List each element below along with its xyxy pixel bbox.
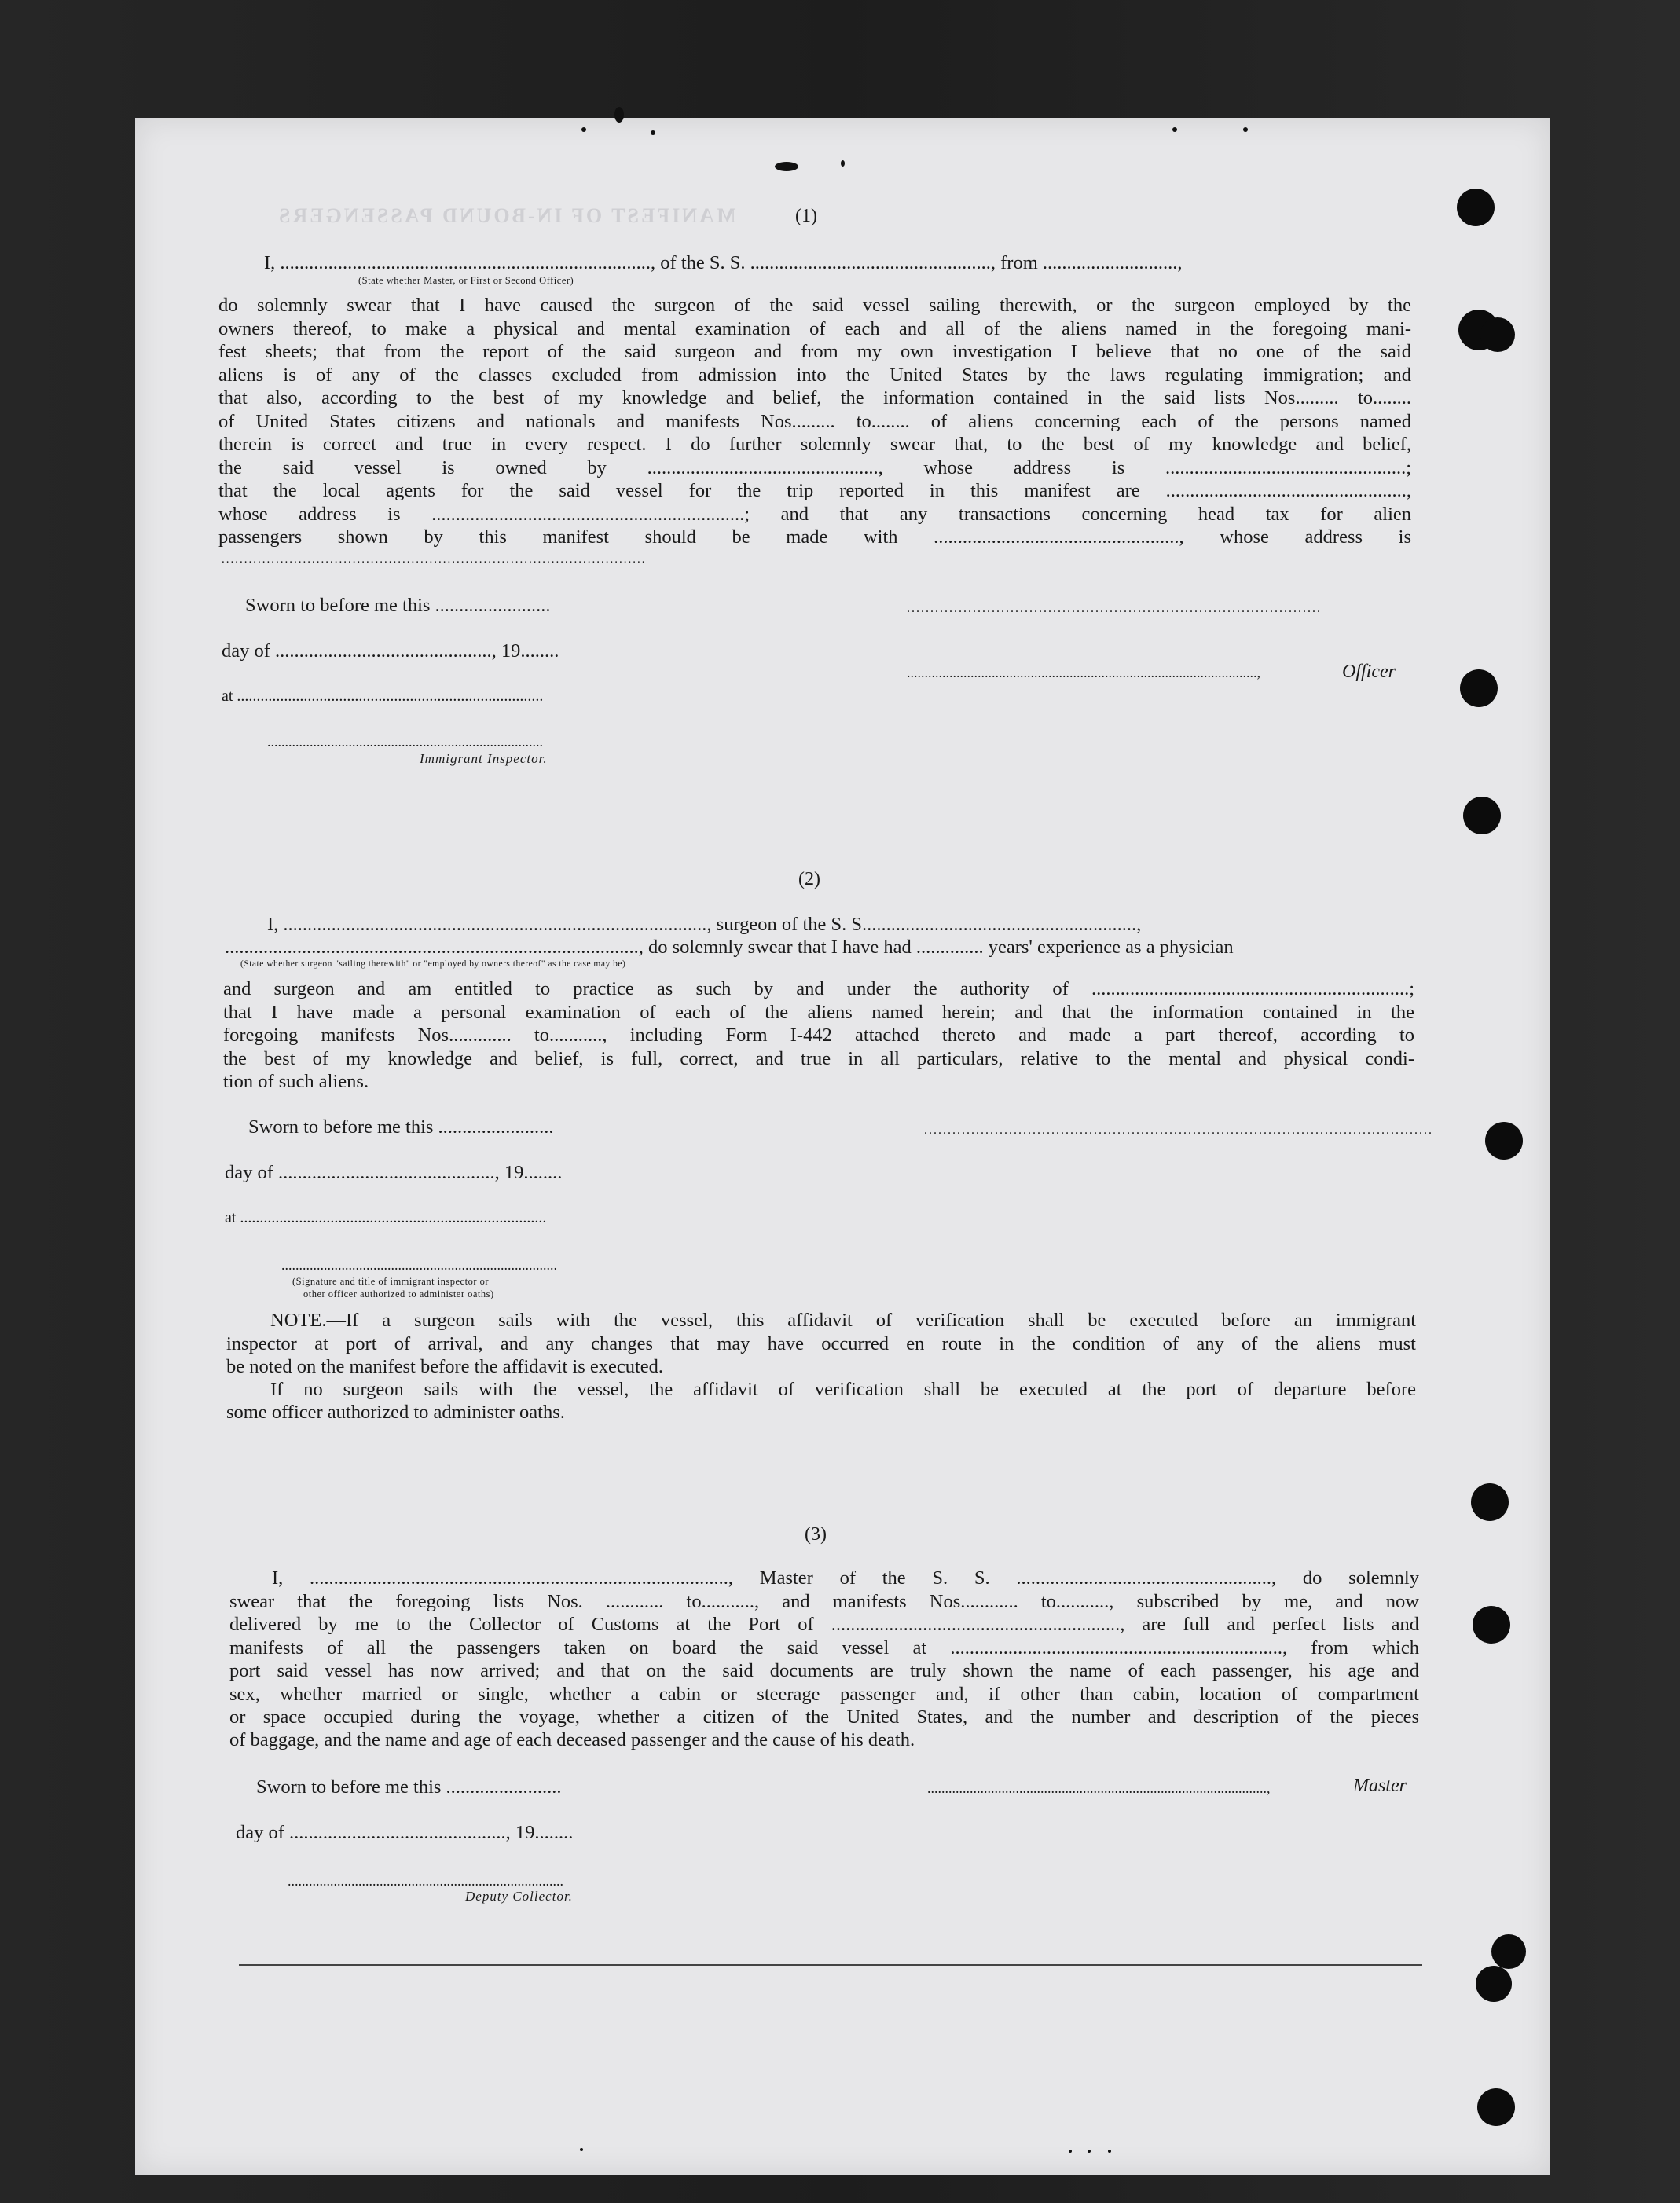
section-1-at-line: at .............................................................................. (222, 687, 544, 705)
oath-line: the best of my knowledge and belief, is full, correct, and true in all particulars, relative to the mental and physical condi- (223, 1047, 1414, 1069)
section-1-caption: (State whether Master, or First or Second Officer) (358, 275, 574, 286)
punch-hole (1457, 189, 1495, 226)
oath-line: manifests of all the passengers taken on board the said vessel at ....................................................................., from which (229, 1637, 1419, 1659)
section-2-note-2 (270, 1378, 1416, 1402)
section-1-signature-blank: ........................................................................................ (907, 602, 1322, 615)
section-2-oath-last-line: tion of such aliens. (223, 1071, 369, 1092)
section-2-oath-paragraph (223, 977, 1414, 1070)
section-2-experience-line: ......................................................................................, do solemnly swear that I have had .............. years' experience as a physician (225, 937, 1234, 958)
ink-speck (1243, 127, 1248, 132)
oath-line: therein is correct and true in every respect. I do further solemnly swear that, to the best of my knowledge and belief, (218, 434, 1411, 455)
oath-line: sex, whether married or single, whether a cabin or steerage passenger and, if other than cabin, location of compartment (229, 1683, 1419, 1705)
note-line: be noted on the manifest before the affidavit is executed. (226, 1356, 664, 1377)
section-3-collector-line: .............................................................................. (288, 1873, 563, 1889)
section-1-day-line: day of ............................................., 19........ (222, 640, 559, 662)
section-2-signature-blank: ............................................................................................................ (924, 1123, 1433, 1137)
oath-line: port said vessel has now arrived; and that on the said documents are truly shown the name of each passenger, his age and (229, 1660, 1419, 1681)
section-3-master-label: Master (1353, 1776, 1407, 1796)
section-1-sworn-line: Sworn to before me this ........................ (245, 595, 551, 616)
section-3-oath-paragraph (229, 1567, 1419, 1729)
section-1-inspector-line: .............................................................................. (267, 734, 543, 750)
section-2-caption: (State whether surgeon "sailing therewith" or "employed by owners thereof" as the case may be) (240, 959, 626, 969)
ink-speck (1172, 127, 1177, 132)
section-3-number: (3) (805, 1524, 827, 1545)
section-2-signature-line: .............................................................................. (281, 1257, 557, 1273)
ink-speck (651, 130, 655, 135)
punch-hole (1460, 669, 1498, 707)
ink-speck (775, 162, 798, 171)
ink-speck (1108, 2150, 1111, 2153)
section-1-trailing-blank: .............................................................................................. (222, 553, 647, 566)
section-1-officer-label: Officer (1342, 662, 1396, 682)
section-3-master-signature-line: ................................................................................................, (927, 1780, 1271, 1796)
oath-line: delivered by me to the Collector of Customs at the Port of ............................................................, are full and perfect lists and (229, 1614, 1419, 1635)
oath-line: owners thereof, to make a physical and mental examination of each and all of the aliens named in the foregoing mani- (218, 317, 1411, 339)
oath-line: that also, according to the best of my knowledge and belief, the information contained in the said lists Nos......... to........ (218, 387, 1411, 409)
section-3-day-line: day of ............................................., 19........ (236, 1822, 574, 1843)
oath-line: I, ......................................................................................., Master of the S. S. ....................................................., do solemnly (272, 1567, 1419, 1589)
section-2-signature-caption: other officer authorized to administer oaths) (303, 1288, 494, 1299)
note-line: If no surgeon sails with the vessel, the affidavit of verification shall be executed at the port of departure before (270, 1379, 1416, 1400)
section-2-signature-caption: (Signature and title of immigrant inspector or (292, 1276, 490, 1287)
section-3-oath-last-line: of baggage, and the name and age of each deceased passenger and the cause of his death. (229, 1729, 915, 1750)
section-3-collector-caption: Deputy Collector. (465, 1889, 573, 1904)
punch-hole (1463, 797, 1501, 834)
punch-hole (1471, 1483, 1509, 1521)
punch-hole (1473, 1606, 1510, 1644)
section-1-oath-paragraph (218, 294, 1411, 549)
bottom-rule (239, 1964, 1422, 1966)
section-2-day-line: day of ............................................., 19........ (225, 1162, 563, 1183)
punch-hole (1491, 1934, 1526, 1969)
ink-speck (1069, 2150, 1072, 2153)
oath-line: whose address is .................................................................; and that any transactions concerning head tax for alien (218, 503, 1411, 525)
section-1-inspector-caption: Immigrant Inspector. (420, 751, 548, 766)
oath-line: the said vessel is owned by ................................................, whose address is ..................................................; (218, 456, 1411, 478)
section-1-officer-signature-line: ..................................................................................................., (907, 665, 1260, 680)
ink-speck (841, 160, 845, 167)
section-2-surgeon-line: I, ........................................................................................, surgeon of the S. S........................................................., (267, 914, 1142, 935)
punch-hole (1477, 2088, 1515, 2126)
section-1-declarant-line: I, ............................................................................., of the S. S. .................................................., from ............................, (264, 252, 1183, 273)
ink-speck (581, 127, 586, 132)
oath-line: or space occupied during the voyage, whether a citizen of the United States, and the number and description of the pieces (229, 1706, 1419, 1728)
note-line: inspector at port of arrival, and any changes that may have occurred en route in the condition of any of the aliens must (226, 1332, 1416, 1354)
oath-line: do solemnly swear that I have caused the surgeon of the said vessel sailing therewith, or the surgeon employed by the (218, 295, 1411, 316)
oath-line: aliens is of any of the classes excluded from admission into the United States by the laws regulating immigration; and (218, 364, 1411, 386)
punch-hole (1485, 1122, 1523, 1160)
section-2-at-line: at .............................................................................. (225, 1209, 547, 1226)
ink-speck (614, 107, 624, 123)
note-line: some officer authorized to administer oaths. (226, 1402, 565, 1423)
ink-speck (580, 2148, 583, 2151)
section-1-number: (1) (795, 206, 817, 226)
note-line: NOTE.—If a surgeon sails with the vessel, this affidavit of verification shall be executed before an immigrant (270, 1310, 1416, 1331)
section-2-number: (2) (798, 869, 820, 889)
section-2-sworn-line: Sworn to before me this ........................ (248, 1116, 554, 1138)
oath-line: of United States citizens and nationals and manifests Nos......... to........ of aliens concerning each of the persons named (218, 410, 1411, 432)
oath-line: fest sheets; that from the report of the said surgeon and from my own investigation I believe that no one of the said (218, 341, 1411, 362)
section-2-note (226, 1309, 1416, 1355)
oath-line: foregoing manifests Nos............. to..........., including Form I-442 attached thereto and made a part thereof, according to (223, 1025, 1414, 1046)
oath-line: that the local agents for the said vessel for the trip reported in this manifest are .................................................., (218, 480, 1411, 501)
oath-line: passengers shown by this manifest should be made with ..................................................., whose address is (218, 526, 1411, 548)
section-3-sworn-line: Sworn to before me this ........................ (256, 1776, 562, 1798)
oath-line: and surgeon and am entitled to practice as such by and under the authority of ..................................................................; (223, 978, 1414, 999)
bleed-through-text: MANIFEST OF IN-BOUND PASSENGERS (277, 204, 736, 227)
punch-hole (1480, 317, 1515, 352)
oath-line: swear that the foregoing lists Nos. ............ to..........., and manifests Nos............ to..........., subscribed by me, and now (229, 1590, 1419, 1612)
ink-speck (1088, 2150, 1091, 2153)
punch-hole (1476, 1966, 1512, 2002)
oath-line: that I have made a personal examination of each of the aliens named herein; and that the information contained in the (223, 1001, 1414, 1023)
